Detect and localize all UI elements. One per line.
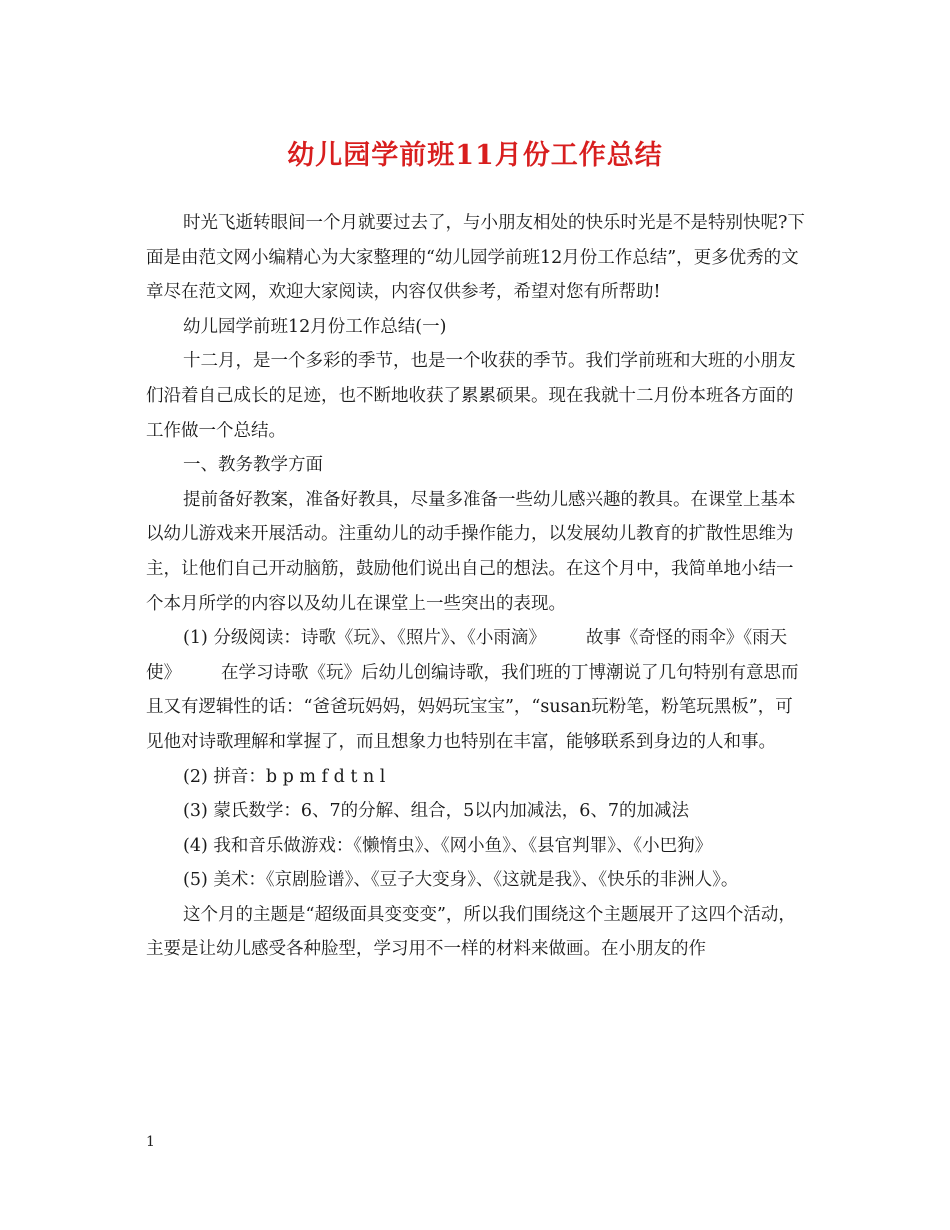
- subtitle-paragraph: 幼儿园学前班12月份工作总结(一): [183, 316, 447, 337]
- list-item-math: (3) 蒙氏数学：6、7的分解、组合，5以内加减法，6、7的加减法: [183, 801, 690, 822]
- list-item-art: (5) 美术：《京剧脸谱》、《豆子大变身》、《这就是我》、《快乐的非洲人》。: [183, 870, 739, 891]
- document-body: [146, 206, 808, 967]
- section-heading: 一、教务教学方面: [183, 455, 323, 476]
- reading-stories: 故事《奇怪的雨伞》《雨天使》: [146, 628, 788, 683]
- document-title: 幼儿园学前班11月份工作总结: [287, 140, 663, 171]
- intro-paragraph: 时光飞逝转眼间一个月就要过去了，与小朋友相处的快乐时光是不是特别快呢?下面是由范文网小编精心为大家整理的“幼儿园学前班12月份工作总结”，更多优秀的文章尽在范文网，欢迎大家阅读，内容仅供参考，希望对您有所帮助!: [146, 213, 805, 303]
- december-paragraph: 十二月，是一个多彩的季节，也是一个收获的季节。我们学前班和大班的小朋友们沿着自己成长的足迹，也不断地收获了累累硕果。现在我就十二月份本班各方面的工作做一个总结。: [146, 351, 796, 441]
- list-item-pinyin: (2) 拼音：b p m f d t n l: [183, 766, 386, 787]
- list-item-music: (4) 我和音乐做游戏：《懒惰虫》、《网小鱼》、《县官判罪》、《小巴狗》: [183, 835, 713, 856]
- reading-poems: (1) 分级阅读：诗歌《玩》、《照片》、《小雨滴》: [183, 628, 546, 649]
- teaching-paragraph: 提前备好教案，准备好教具，尽量多准备一些幼儿感兴趣的教具。在课堂上基本以幼儿游戏来开展活动。注重幼儿的动手操作能力，以发展幼儿教育的扩散性思维为主，让他们自己开动脑筋，鼓励他们说出自己的想法。在这个月中，我简单地小结一个本月所学的内容以及幼儿在课堂上一些突出的表现。: [146, 489, 796, 614]
- list-item-reading: [146, 621, 808, 759]
- page-number: 1: [146, 1134, 155, 1150]
- theme-paragraph: 这个月的主题是“超级面具变变变”，所以我们围绕这个主题展开了这四个活动，主要是让幼儿感受各种脸型，学习用不一样的材料来做画。在小朋友的作: [146, 904, 796, 960]
- reading-notes: 在学习诗歌《玩》后幼儿创编诗歌，我们班的丁博潮说了几句特别有意思而且又有逻辑性的话：“爸爸玩妈妈，妈妈玩宝宝”，“susan玩粉笔，粉笔玩黑板”，可见他对诗歌理解和掌握了，而且想象力也特别在丰富，能够联系到身边的人和事。: [146, 662, 799, 752]
